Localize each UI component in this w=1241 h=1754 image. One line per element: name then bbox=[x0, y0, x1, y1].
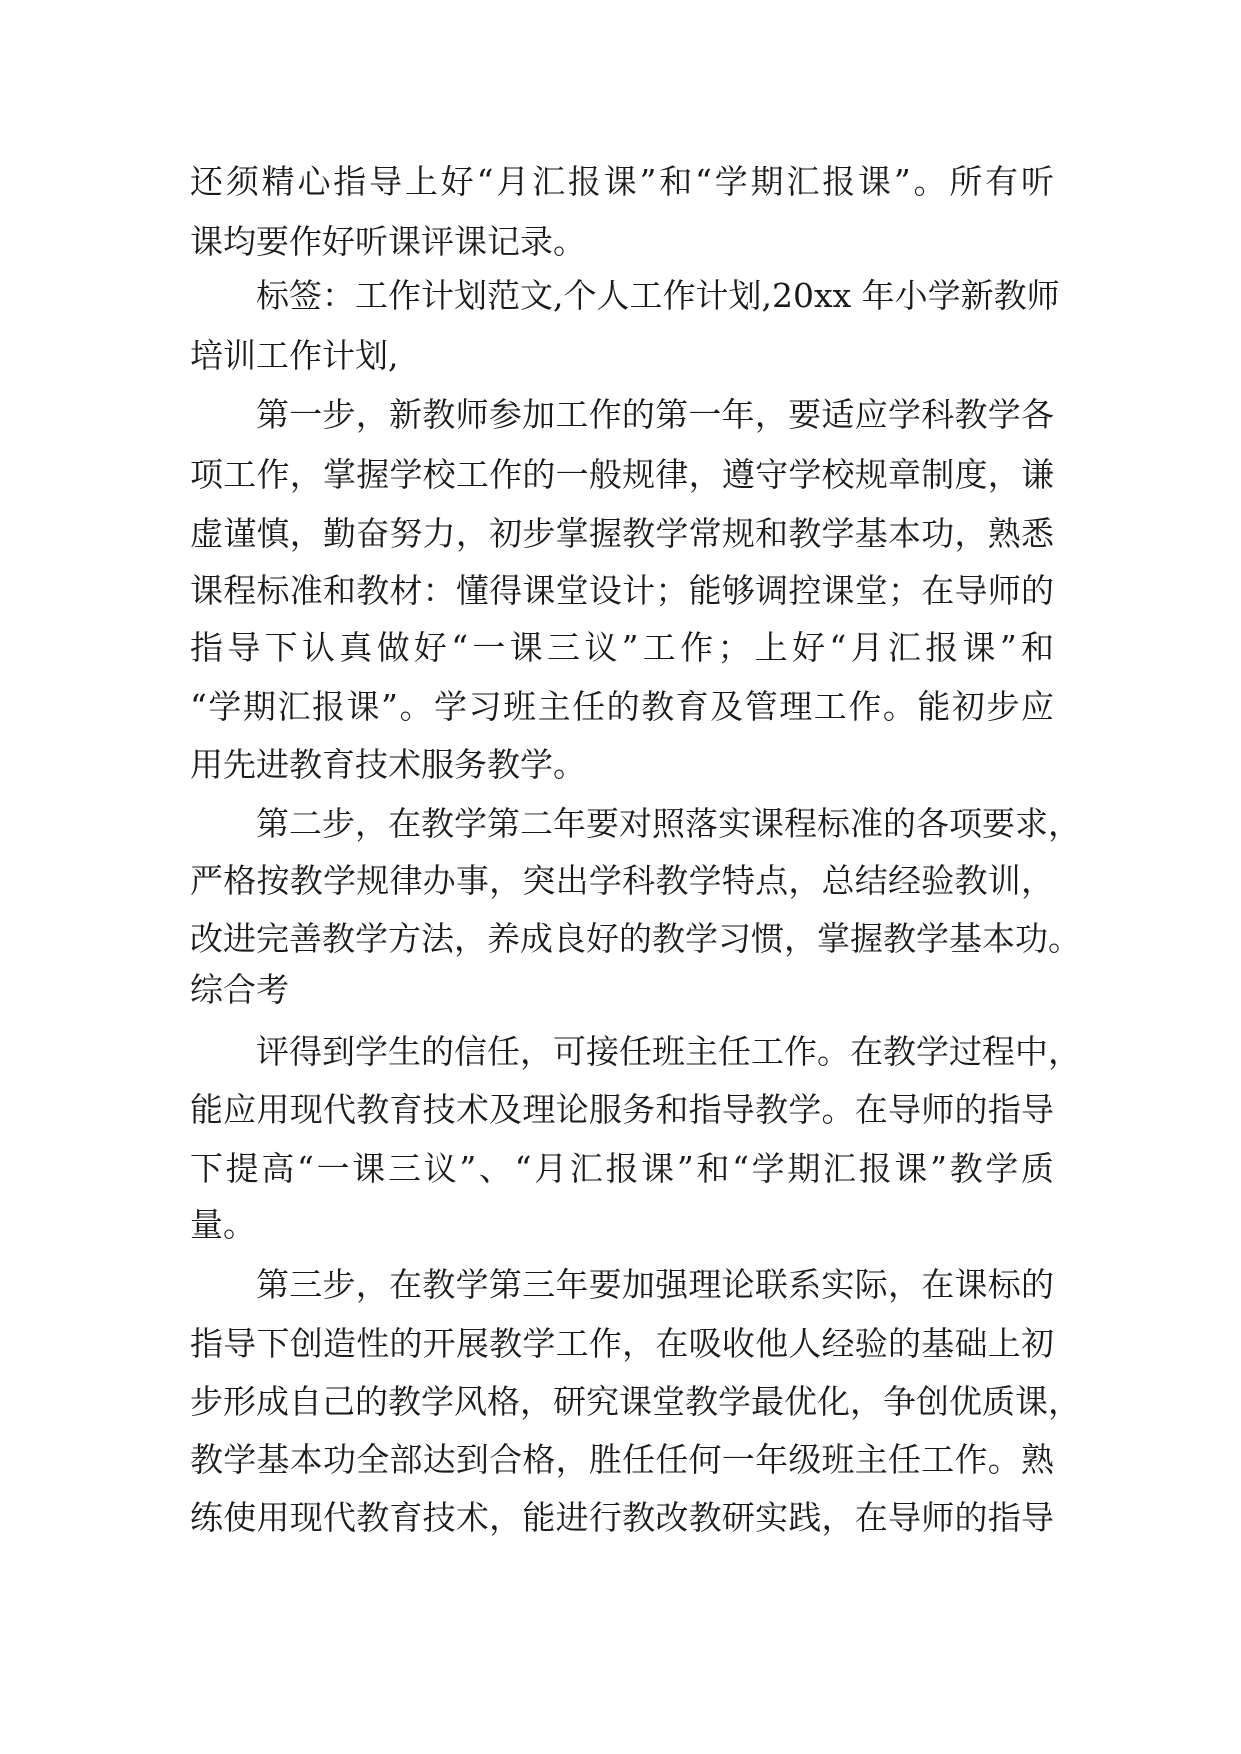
text-line: 还须精心指导上好“月汇报课”和“学期汇报课”。所有听 bbox=[190, 162, 1054, 201]
text-line: 用先进教育技术服务教学。 bbox=[190, 745, 586, 784]
text-line: 综合考 bbox=[190, 970, 289, 1009]
text-line: 指导下认真做好“一课三议”工作；上好“月汇报课”和 bbox=[190, 628, 1054, 667]
text-line: 能应用现代教育技术及理论服务和指导教学。在导师的指导 bbox=[190, 1090, 1054, 1129]
text-line: 步形成自己的教学风格，研究课堂教学最优化，争创优质课， bbox=[190, 1382, 1081, 1421]
text-line: 指导下创造性的开展教学工作，在吸收他人经验的基础上初 bbox=[190, 1324, 1054, 1363]
text-line: 培训工作计划, bbox=[190, 336, 399, 375]
text-line: 虚谨慎，勤奋努力，初步掌握教学常规和教学基本功，熟悉 bbox=[190, 514, 1054, 553]
text-line: 改进完善教学方法，养成良好的教学习惯，掌握教学基本功。 bbox=[190, 919, 1081, 958]
text-line: 量。 bbox=[190, 1205, 256, 1244]
text-line: 项工作，掌握学校工作的一般规律，遵守学校规章制度，谦 bbox=[190, 455, 1054, 494]
text-line: 严格按教学规律办事，突出学科教学特点，总结经验教训， bbox=[190, 861, 1054, 900]
text-line: 标签：工作计划范文,个人工作计划,20xx 年小学新教师 bbox=[256, 276, 1060, 315]
text-line: 课程标准和教材：懂得课堂设计；能够调控课堂；在导师的 bbox=[190, 571, 1054, 610]
text-line: 第三步，在教学第三年要加强理论联系实际，在课标的 bbox=[256, 1265, 1054, 1304]
text-line: 练使用现代教育技术，能进行教改教研实践，在导师的指导 bbox=[190, 1498, 1054, 1537]
text-line: “学期汇报课”。学习班主任的教育及管理工作。能初步应 bbox=[190, 687, 1054, 726]
text-line: 评得到学生的信任，可接任班主任工作。在教学过程中， bbox=[256, 1032, 1081, 1071]
text-line: 课均要作好听课评课记录。 bbox=[190, 222, 586, 261]
text-line: 教学基本功全部达到合格，胜任任何一年级班主任工作。熟 bbox=[190, 1440, 1054, 1479]
text-line: 第一步，新教师参加工作的第一年，要适应学科教学各 bbox=[256, 395, 1054, 434]
text-line: 第二步，在教学第二年要对照落实课程标准的各项要求， bbox=[256, 804, 1081, 843]
text-line: 下提高“一课三议”、“月汇报课”和“学期汇报课”教学质 bbox=[190, 1149, 1054, 1188]
